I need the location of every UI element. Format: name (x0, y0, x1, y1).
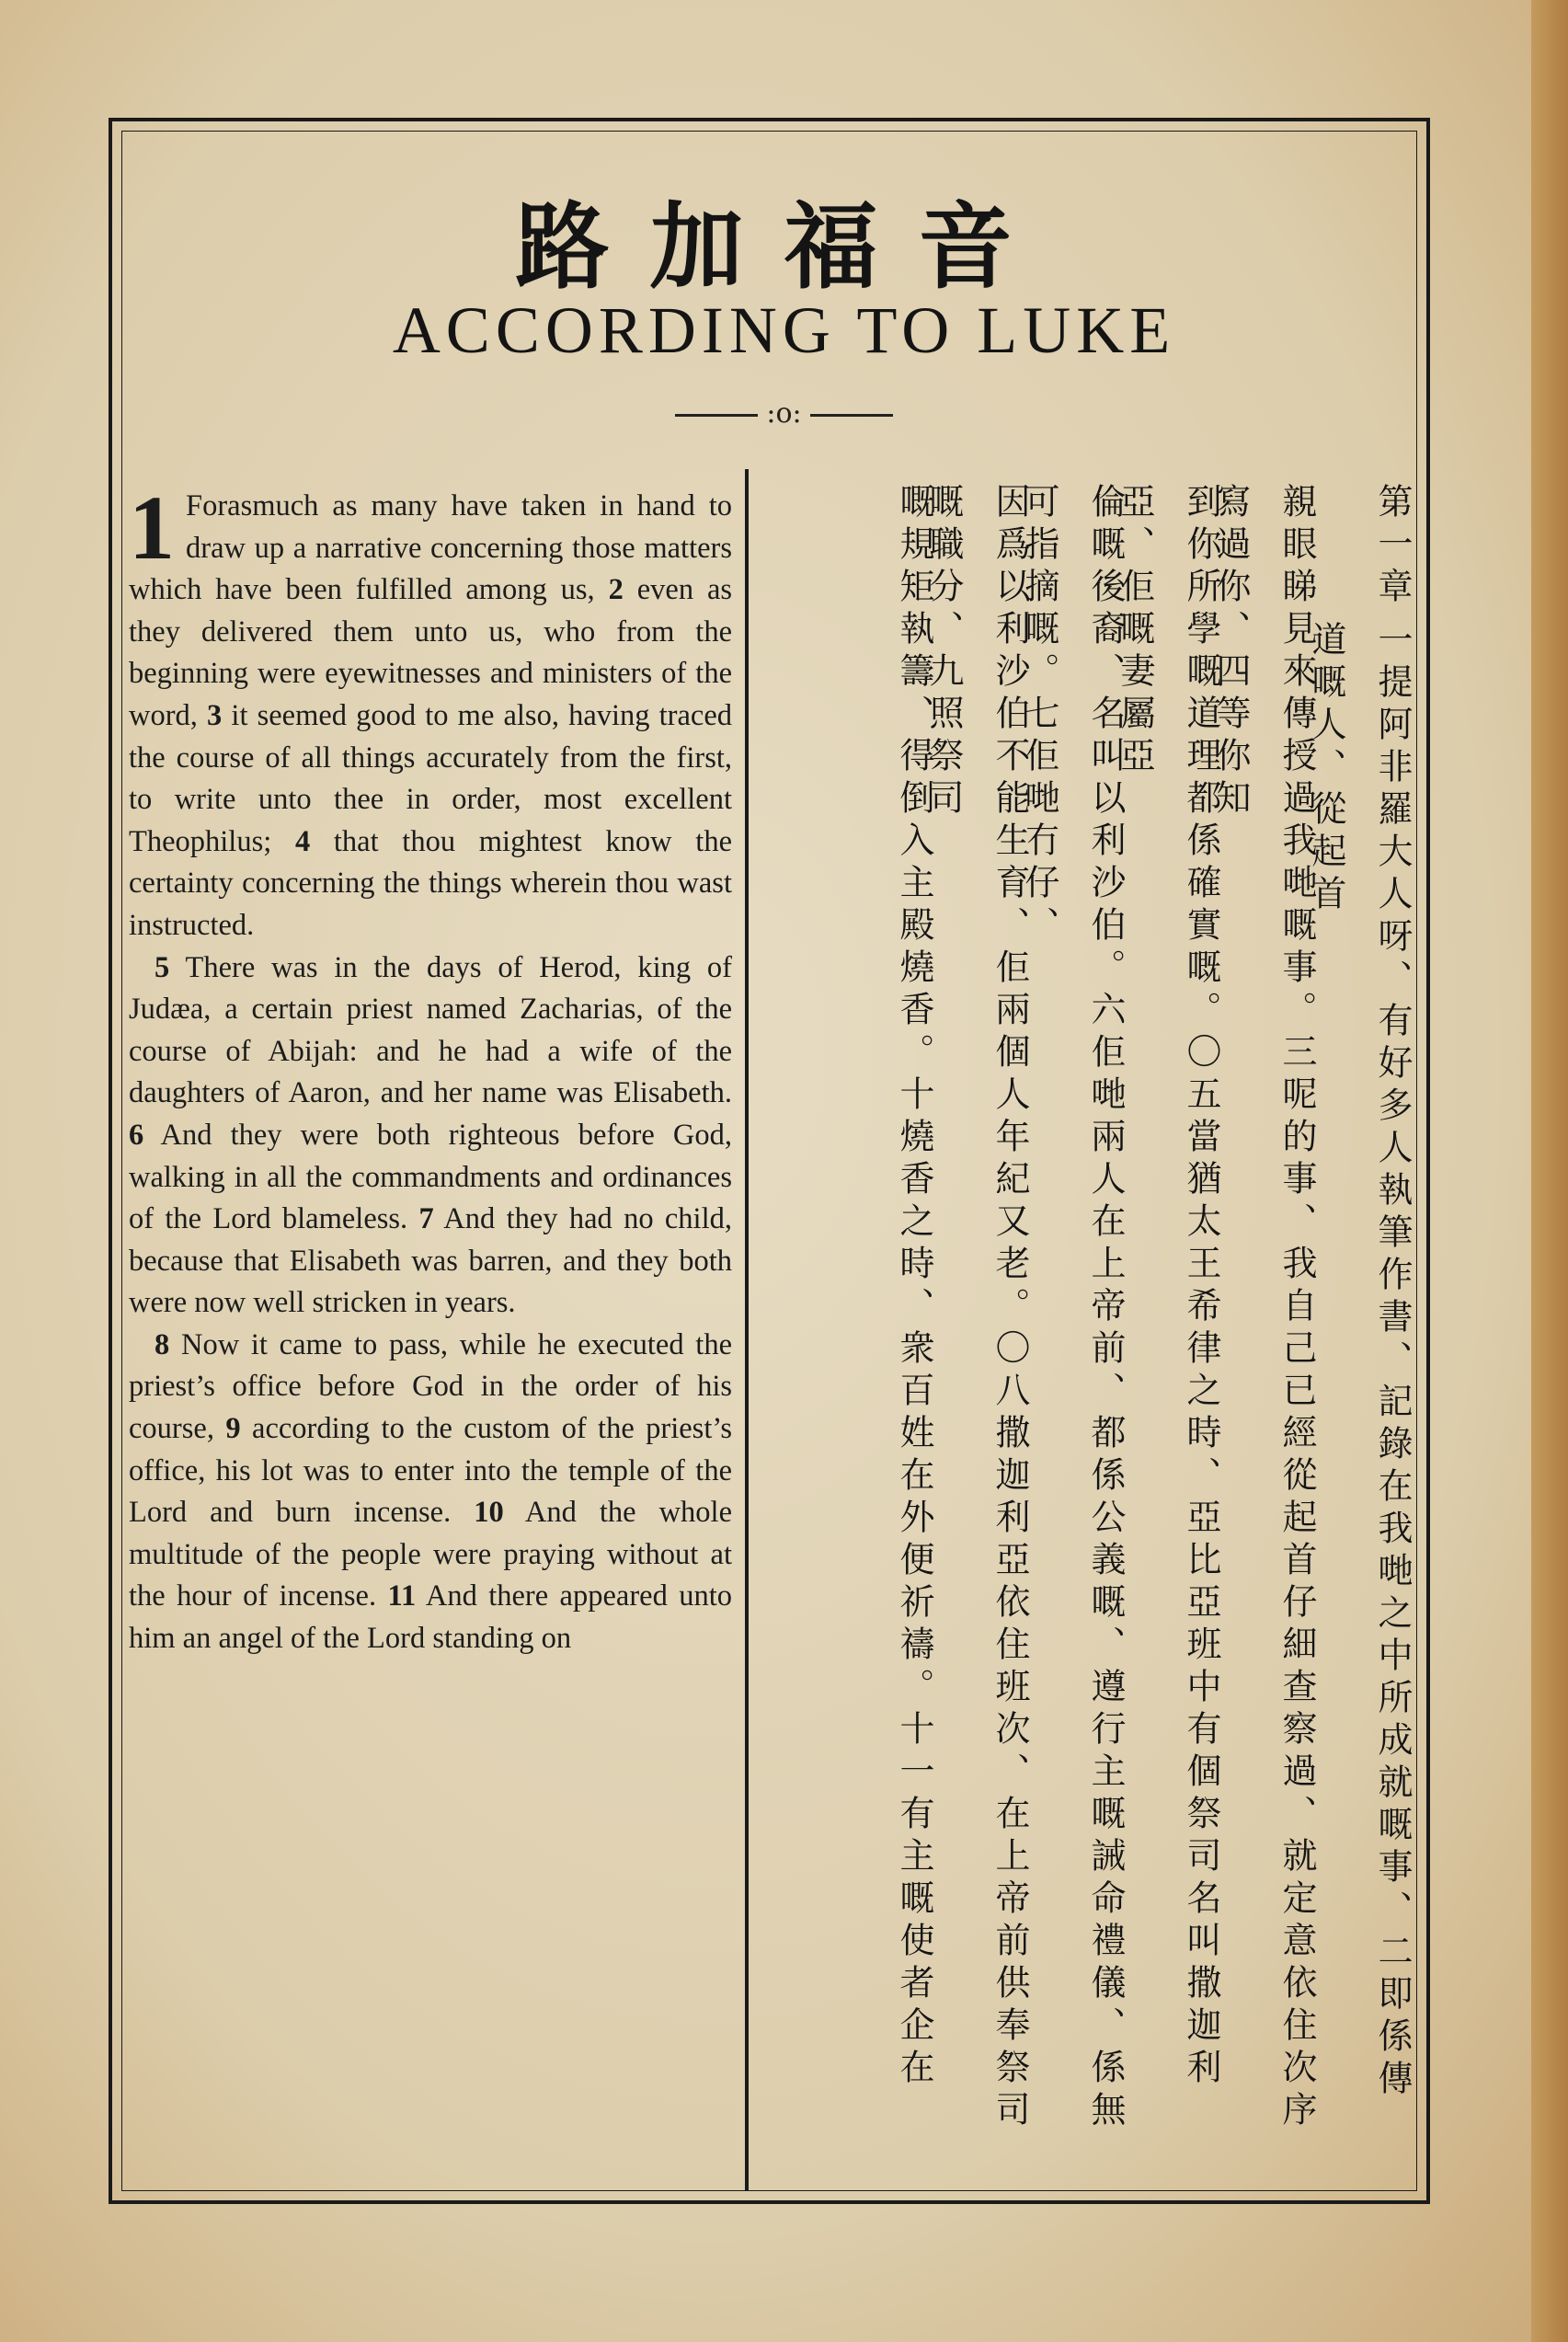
verse-text: even as they delivered them unto us, who from the beginning were eyewitnesses and ministers of the word, (129, 573, 733, 732)
chapter-drop-cap: 1 (129, 476, 175, 579)
column-divider (745, 469, 749, 2191)
verse-number: 5 (155, 950, 170, 984)
chinese-title: 路加福音 (515, 193, 1053, 303)
verse-text: that thou mightest know the certainty concerning the things wherein thou wast instructed. (129, 824, 732, 942)
verse-text: There was in the days of Herod, king of Judæa, a certain priest named Zacharias, of the course of Abijah: and he had a wife of the daughters of Aaron, and her name was Elisabeth. (129, 950, 732, 1110)
verse-number: 3 (207, 698, 223, 732)
english-paragraph (129, 476, 733, 947)
english-text-column (129, 476, 733, 1660)
verse-number: 10 (474, 1496, 504, 1530)
english-title: ACCORDING TO LUKE (392, 293, 1176, 367)
verse-text: And the whole multitude of the people were praying without at the hour of incense. (129, 1496, 732, 1613)
english-paragraph (129, 947, 732, 1325)
verse-text: Now it came to pass, while he executed the priest’s office before God in the order of his course, (129, 1327, 733, 1446)
verse-text: And they had no child, because that Elisabeth was barren, and they both were now well stricken in years. (129, 1202, 732, 1320)
chinese-text-column: 到你所學嘅道理都係確實嘅。〇五當猶太王希律之時、亞比亞班中有個祭司名叫撒迦利亞、佢嘅妻屬亞 (1115, 483, 1221, 2091)
chinese-text-column: 倫嘅後裔、名叫以利沙伯。六佢哋兩人在上帝前、都係公義嘅、遵行主嘅誡命禮儀、係無可指摘嘅。七佢哋冇仔、 (1019, 483, 1126, 2133)
title-ornament (0, 397, 1568, 430)
verse-number: 9 (225, 1412, 241, 1446)
verse-number: 2 (608, 573, 624, 607)
verse-number: 11 (387, 1579, 417, 1613)
chinese-text-column: 一提阿非羅大人呀、有好多人執筆作書、記錄在我哋之中所成就嘅事、二即係傳道嘅人、從起首 (1306, 621, 1413, 2102)
chinese-text-column: 因爲以利沙伯不能生育、佢兩個人年紀又老。〇八撒迦利亞依住班次、在上帝前供奉祭司嘅職分、九照祭司 (923, 483, 1030, 2133)
verse-text: Forasmuch as many have taken in hand to draw up a narrative concerning those matters which have been fulfilled among us, (129, 489, 732, 607)
english-paragraph (129, 1325, 732, 1660)
verse-number: 7 (418, 1202, 434, 1236)
verse-number: 8 (155, 1327, 170, 1361)
verse-text: it seemed good to me also, having traced the course of all things accurately from the first, to write unto thee in order, most excellent Theophilus; (129, 698, 733, 858)
verse-text: And there appeared unto him an angel of the Lord standing on (129, 1579, 732, 1656)
chinese-text-column: 嘅規矩執籌、得倒入主殿燒香。十燒香之時、衆百姓在外便祈禱。十一有主嘅使者企在 (894, 483, 934, 2091)
chinese-chapter-heading: 第一章 (1372, 483, 1413, 610)
verse-text: And they were both righteous before God, walking in all the commandments and ordinances of the Lord blameless. (129, 1118, 732, 1236)
verse-text: according to the custom of the priest’s office, his lot was to enter into the temple of the Lord and burn incense. (129, 1412, 733, 1530)
ornament-glyph: :o: (766, 397, 802, 430)
chinese-text-area (765, 483, 1427, 2139)
chinese-text-column: 親眼睇見來傳授過我哋嘅事。三呢的事、我自己已經從起首仔細查察過、就定意依住次序寫過你、四等你知 (1210, 483, 1317, 2133)
verse-number: 4 (294, 824, 311, 858)
verse-number: 6 (129, 1118, 144, 1152)
